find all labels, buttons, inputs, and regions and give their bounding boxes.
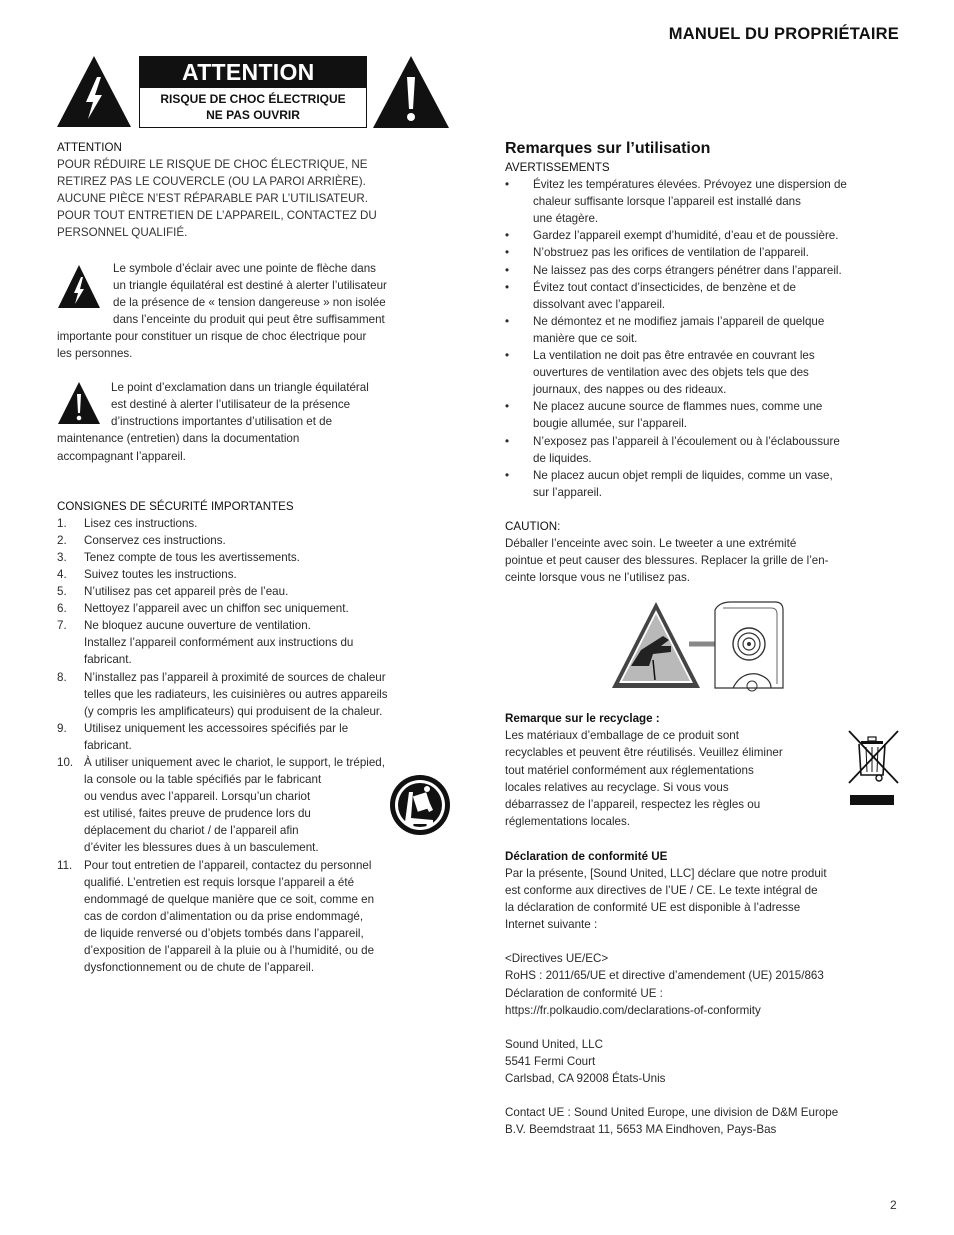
warnings-list <box>505 176 905 501</box>
cart-tip-over-warning-icon <box>389 774 451 836</box>
left-column <box>57 139 447 976</box>
declaration-url-link[interactable]: https://fr.polkaudio.com/declarations-of-conformity <box>505 1003 761 1017</box>
declaration-paragraph-2: <Directives UE/EC> RoHS : 2011/65/UE et directive d’amendement (UE) 2015/863 Déclaration de conformité UE : https://fr.polkaudio.com/declarations-of-conformity <box>505 950 905 1018</box>
list-item: 6. Nettoyez l’appareil avec un chiffon sec uniquement. <box>57 602 349 616</box>
page-number: 2 <box>890 1198 897 1212</box>
caution-text: Déballer l’enceinte avec soin. Le tweeter a une extrémité pointue et peut causer des blessures. Replacer la grille de l’en- ceinte lorsque vous ne l’utilisez pas. <box>505 536 829 585</box>
list-item: 4. Suivez toutes les instructions. <box>57 567 237 581</box>
tweeter-caution-illustration <box>611 600 785 692</box>
list-item: • Ne placez aucun objet rempli de liquides, comme un vase, sur l’appareil. <box>505 468 833 499</box>
list-item: 8. N’installez pas l’appareil à proximité de sources de chaleur telles que les radiateurs, les cuisinières ou autres appareils (y compris les amplificateurs) qui produisent de la chaleur. <box>57 670 388 718</box>
list-item: • N’obstruez pas les orifices de ventilation de l’appareil. <box>505 246 809 260</box>
list-item: • Évitez tout contact d’insecticides, de benzène et de dissolvant avec l’appareil. <box>505 280 796 311</box>
list-item: 5. N’utilisez pas cet appareil près de l’eau. <box>57 585 289 599</box>
page-header-title: MANUEL DU PROPRIÉTAIRE <box>668 25 899 43</box>
recycling-text: Les matériaux d’emballage de ce produit sont recyclables et peuvent être réutilisés. Veuillez éliminer tout matériel conformément aux réglementations locales relatives au recyclage. Si vous vous débarrassez de l’appareil, respectez les règles ou réglementations locales. <box>505 727 905 830</box>
list-item: • N’exposez pas l’appareil à l’écoulement ou à l’éclaboussure de liquides. <box>505 434 840 465</box>
company-address: Sound United, LLC 5541 Fermi Court Carlsbad, CA 92008 États-Unis <box>505 1037 666 1085</box>
list-item: 10. À utiliser uniquement avec le chariot, le support, le trépied, la console ou la table spécifiés par le fabricant ou vendus avec l’appareil. Lorsqu’un chariot est utilisé, faites preuve de prudence lors du déplacement du chariot / de l’appareil afin d’éviter les blessures dues à un basculement. <box>57 754 447 857</box>
recycling-label: Remarque sur le recyclage : <box>505 712 660 726</box>
safety-heading: CONSIGNES DE SÉCURITÉ IMPORTANTES <box>57 499 294 513</box>
eu-contact: Contact UE : Sound United Europe, une division de D&M Europe B.V. Beemdstraat 11, 5653 MA Eindhoven, Pays-Bas <box>505 1106 839 1137</box>
list-item: • Ne placez aucune source de flammes nues, comme une bougie allumée, sur l’appareil. <box>505 400 823 431</box>
list-item: • Gardez l’appareil exempt d’humidité, d’eau et de poussière. <box>505 229 839 243</box>
lightning-symbol-note: Le symbole d’éclair avec une pointe de flèche dans un triangle équilatéral est destiné à alerter l’utilisateur de la présence de « tension dangereuse » non isolée dans l’enceinte du produit qui peut être suffisamment importante pour constituer un risque de choc électrique pour les personnes. <box>57 261 387 361</box>
warnings-subheading: AVERTISSEMENTS <box>505 161 610 174</box>
exclamation-triangle-icon <box>57 381 101 425</box>
weee-crossed-bin-icon <box>846 729 902 807</box>
attention-text: POUR RÉDUIRE LE RISQUE DE CHOC ÉLECTRIQUE, NE RETIREZ PAS LE COUVERCLE (OU LA PAROI ARRIÈRE). AUCUNE PIÈCE N’EST RÉPARABLE PAR L’UTILISATEUR. POUR TOUT ENTRETIEN DE L’APPAREIL, CONTACTEZ DU PERSONNEL QUALIFIÉ. <box>57 158 377 240</box>
list-item: 3. Tenez compte de tous les avertissements. <box>57 550 300 564</box>
list-item: 7. Ne bloquez aucune ouverture de ventilation. Installez l’appareil conformément aux instructions du fabricant. <box>57 619 354 667</box>
electric-shock-warning-icon <box>56 55 132 128</box>
list-item: 2. Conservez ces instructions. <box>57 533 226 547</box>
attention-banner <box>139 56 367 128</box>
list-item: • Ne démontez et ne modifiez jamais l’appareil de quelque manière que ce soit. <box>505 314 825 345</box>
attention-label: ATTENTION <box>57 141 122 154</box>
declaration-paragraph-1: Par la présente, [Sound United, LLC] déclare que notre produit est conforme aux directives de l’UE / CE. Le texte intégral de la déclaration de conformité UE est disponible à l’adresse Internet suivante : <box>505 867 827 932</box>
attention-banner-subtitle: RISQUE DE CHOC ÉLECTRIQUE NE PAS OUVRIR <box>160 92 346 122</box>
list-item: • Ne laissez pas des corps étrangers pénétrer dans l’appareil. <box>505 263 842 277</box>
list-item: 1. Lisez ces instructions. <box>57 516 198 530</box>
attention-banner-title: ATTENTION <box>140 57 366 88</box>
caution-label: CAUTION: <box>505 519 561 533</box>
exclamation-warning-icon <box>372 55 450 129</box>
list-item: • Évitez les températures élevées. Prévoyez une dispersion de chaleur suffisante lorsque l’appareil est installé dans une étagère. <box>505 178 847 226</box>
remarks-heading: Remarques sur l’utilisation <box>505 140 711 157</box>
lightning-triangle-icon <box>57 264 101 309</box>
safety-list <box>57 515 447 977</box>
list-item: 9. Utilisez uniquement les accessoires spécifiés par le fabricant. <box>57 721 349 752</box>
list-item: 11. Pour tout entretien de l’appareil, contactez du personnel qualifié. L’entretien est requis lorsque l’appareil a été endommagé de quelque manière que ce soit, comme en cas de cordon d’alimentation ou da prise endommagé, de liquide renversé ou d’objets tombés dans l’appareil, d’exposition de l’appareil à la pluie ou à l’humidité, ou de dysfonctionnement ou de chute de l’appareil. <box>57 858 375 975</box>
list-item: • La ventilation ne doit pas être entravée en couvrant les ouvertures de ventilation avec des objets tels que des journaux, des nappes ou des rideaux. <box>505 349 815 397</box>
right-column <box>505 139 905 1138</box>
declaration-label: Déclaration de conformité UE <box>505 849 668 863</box>
exclamation-symbol-note: Le point d’exclamation dans un triangle équilatéral est destiné à alerter l’utilisateur de la présence d’instructions importantes d’utilisation et de maintenance (entretien) dans la documentation accompagnant l’appareil. <box>57 381 369 463</box>
